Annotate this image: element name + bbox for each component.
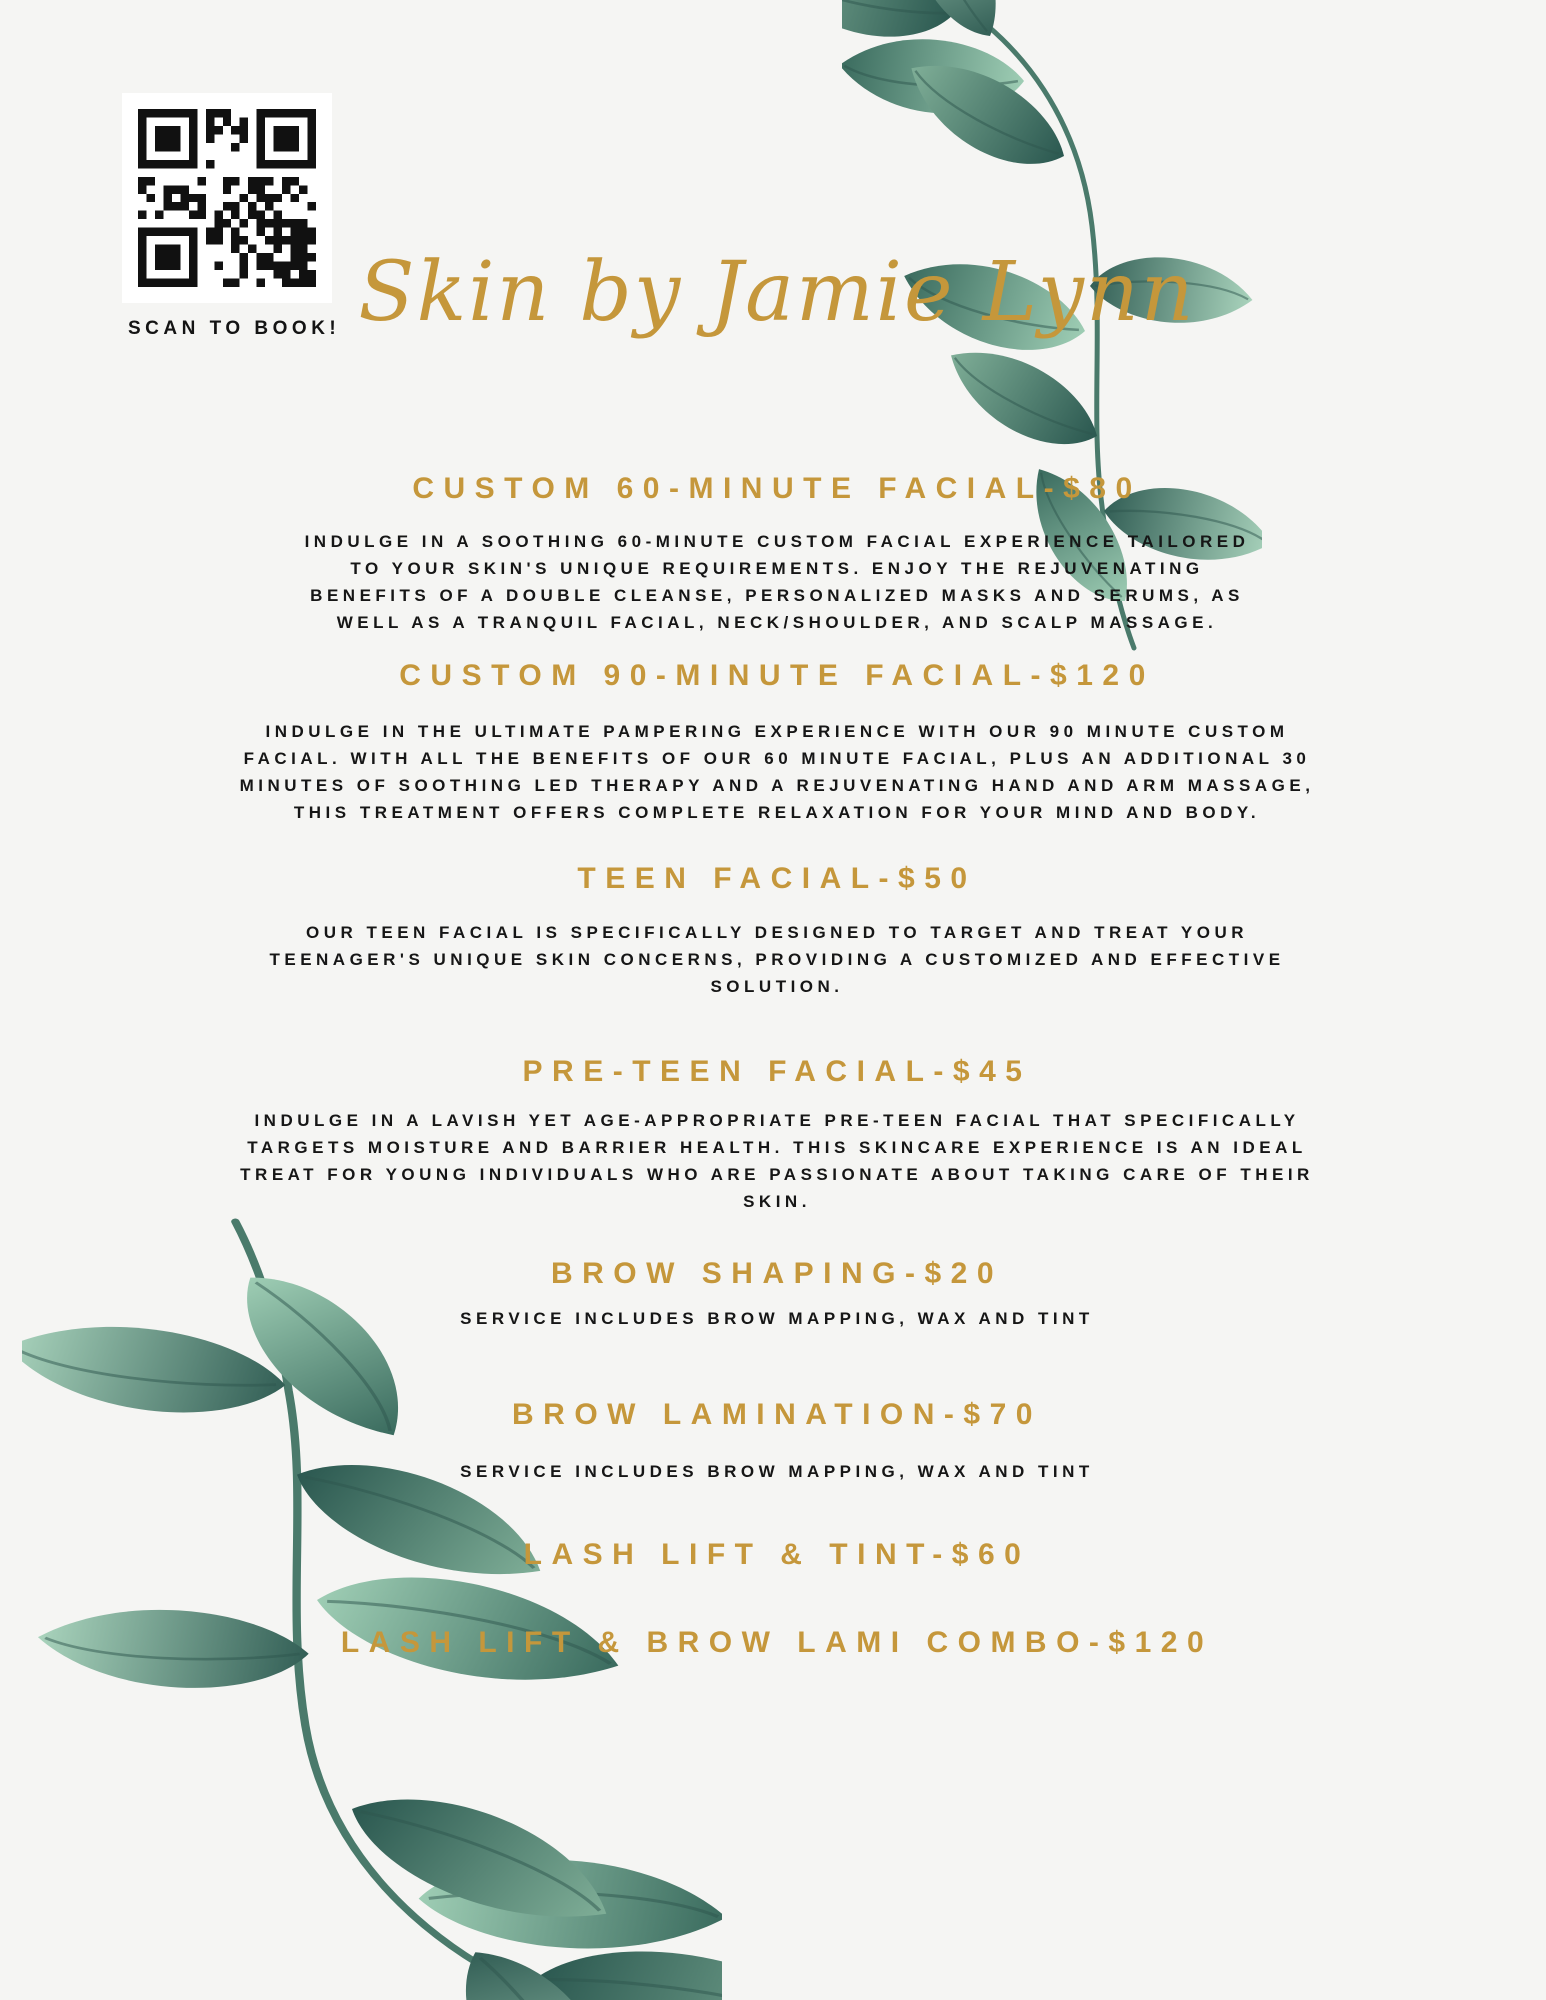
service-description: INDULGE IN THE ULTIMATE PAMPERING EXPERIENCE WITH OUR 90 MINUTE CUSTOM FACIAL. WITH ALL THE BENEFITS OF OUR 60 MINUTE FACIAL, PLUS AN ADDITIONAL 30 MINUTES OF SOOTHING LED THERAPY AND A REJUVENATING HAND AND ARM MASSAGE, THIS TREATMENT OFFERS COMPLETE RELAXATION FOR YOUR MIND AND BODY. [239,722,1315,822]
qr-call-to-action: SCAN TO BOOK! [128,318,341,339]
service-name: LASH LIFT & BROW LAMI COMBO-$120 [340,1626,1214,1659]
services-list [197,471,1357,1666]
service-name: BROW SHAPING-$20 [550,1257,1004,1290]
service-name: CUSTOM 60-MINUTE FACIAL-$80 [412,472,1142,505]
service-description: OUR TEEN FACIAL IS SPECIFICALLY DESIGNED TO TARGET AND TREAT YOUR TEENAGER'S UNIQUE SKIN CONCERNS, PROVIDING A CUSTOMIZED AND EFFECTIVE SOLUTION. [269,923,1285,996]
service-description: INDULGE IN A SOOTHING 60-MINUTE CUSTOM FACIAL EXPERIENCE TAILORED TO YOUR SKIN'S UNIQUE REQUIREMENTS. ENJOY THE REJUVENATING BENEFITS OF A DOUBLE CLEANSE, PERSONALIZED MASKS AND SERUMS, AS WELL AS A TRANQUIL FACIAL, NECK/SHOULDER, AND SCALP MASSAGE. [304,532,1250,632]
page-title: Skin by Jamie Lynn [358,245,1196,340]
service-name: CUSTOM 90-MINUTE FACIAL-$120 [399,659,1155,692]
service-name: PRE-TEEN FACIAL-$45 [522,1055,1032,1088]
service-name: TEEN FACIAL-$50 [577,862,977,895]
service-description: INDULGE IN A LAVISH YET AGE-APPROPRIATE PRE-TEEN FACIAL THAT SPECIFICALLY TARGETS MOISTURE AND BARRIER HEALTH. THIS SKINCARE EXPERIENCE IS AN IDEAL TREAT FOR YOUNG INDIVIDUALS WHO ARE PASSIONATE ABOUT TAKING CARE OF THEIR SKIN. [240,1111,1314,1211]
service-name: LASH LIFT & TINT-$60 [523,1538,1031,1571]
service-description: SERVICE INCLUDES BROW MAPPING, WAX AND TINT [460,1462,1094,1481]
service-name: BROW LAMINATION-$70 [512,1398,1042,1431]
service-description: SERVICE INCLUDES BROW MAPPING, WAX AND TINT [460,1309,1094,1328]
